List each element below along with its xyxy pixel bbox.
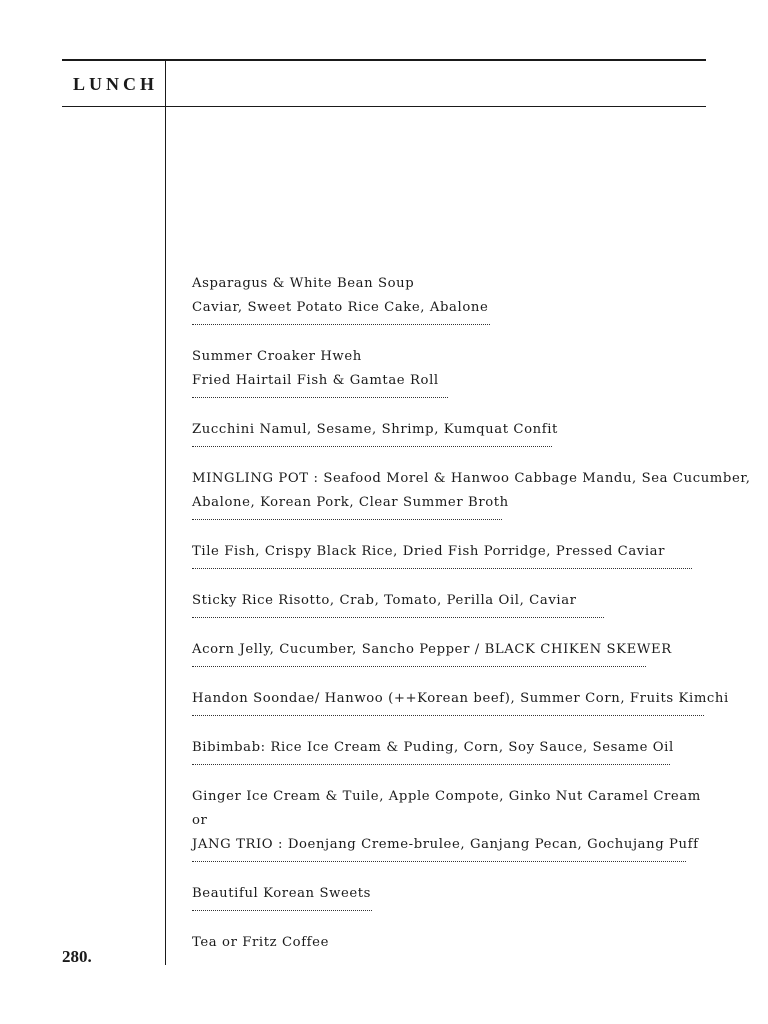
course-line: Bibimbab: Rice Ice Cream & Puding, Corn, Soy Sauce, Sesame Oil — [192, 740, 674, 755]
menu-course — [192, 882, 712, 931]
menu-course — [192, 540, 712, 589]
menu-course — [192, 272, 712, 345]
course-gap — [192, 398, 712, 418]
top-rule — [62, 59, 706, 61]
menu-course — [192, 418, 712, 467]
course-line: Abalone, Korean Pork, Clear Summer Broth — [192, 495, 509, 510]
course-gap — [192, 667, 712, 687]
menu-course — [192, 931, 712, 955]
course-line: Summer Croaker Hweh — [192, 349, 362, 364]
menu-list — [192, 272, 751, 955]
course-line: Caviar, Sweet Potato Rice Cake, Abalone — [192, 300, 489, 315]
course-line: Sticky Rice Risotto, Crab, Tomato, Perilla Oil, Caviar — [192, 593, 577, 608]
course-line: Beautiful Korean Sweets — [192, 886, 372, 901]
menu-course — [192, 736, 712, 785]
menu-course — [192, 467, 751, 540]
column-divider — [165, 59, 166, 965]
menu-course — [192, 589, 712, 638]
course-line: Ginger Ice Cream & Tuile, Apple Compote, Ginko Nut Caramel Cream — [192, 789, 701, 804]
header-rule — [62, 106, 706, 107]
course-gap — [192, 569, 712, 589]
menu-course — [192, 345, 712, 418]
course-line: Fried Hairtail Fish & Gamtae Roll — [192, 373, 439, 388]
menu-course — [192, 785, 712, 882]
course-line: or — [192, 813, 208, 828]
course-line: Zucchini Namul, Sesame, Shrimp, Kumquat Confit — [192, 422, 558, 437]
course-gap — [192, 911, 712, 931]
course-line: MINGLING POT : Seafood Morel & Hanwoo Cabbage Mandu, Sea Cucumber, — [192, 471, 751, 486]
course-gap — [192, 716, 712, 736]
menu-course — [192, 638, 712, 687]
course-gap — [192, 520, 712, 540]
page-number: 280. — [62, 947, 92, 966]
course-line: Acorn Jelly, Cucumber, Sancho Pepper / BLACK CHIKEN SKEWER — [192, 642, 672, 657]
course-line: Tea or Fritz Coffee — [192, 935, 329, 950]
course-line: JANG TRIO : Doenjang Creme-brulee, Ganjang Pecan, Gochujang Puff — [192, 837, 699, 852]
section-title: LUNCH — [73, 74, 159, 94]
menu-course — [192, 687, 729, 736]
course-gap — [192, 618, 712, 638]
course-gap — [192, 447, 712, 467]
course-line: Asparagus & White Bean Soup — [192, 276, 415, 291]
course-line: Tile Fish, Crispy Black Rice, Dried Fish Porridge, Pressed Caviar — [192, 544, 666, 559]
course-gap — [192, 325, 712, 345]
course-gap — [192, 862, 712, 882]
course-gap — [192, 765, 712, 785]
course-line: Handon Soondae/ Hanwoo (++Korean beef), Summer Corn, Fruits Kimchi — [192, 691, 729, 706]
